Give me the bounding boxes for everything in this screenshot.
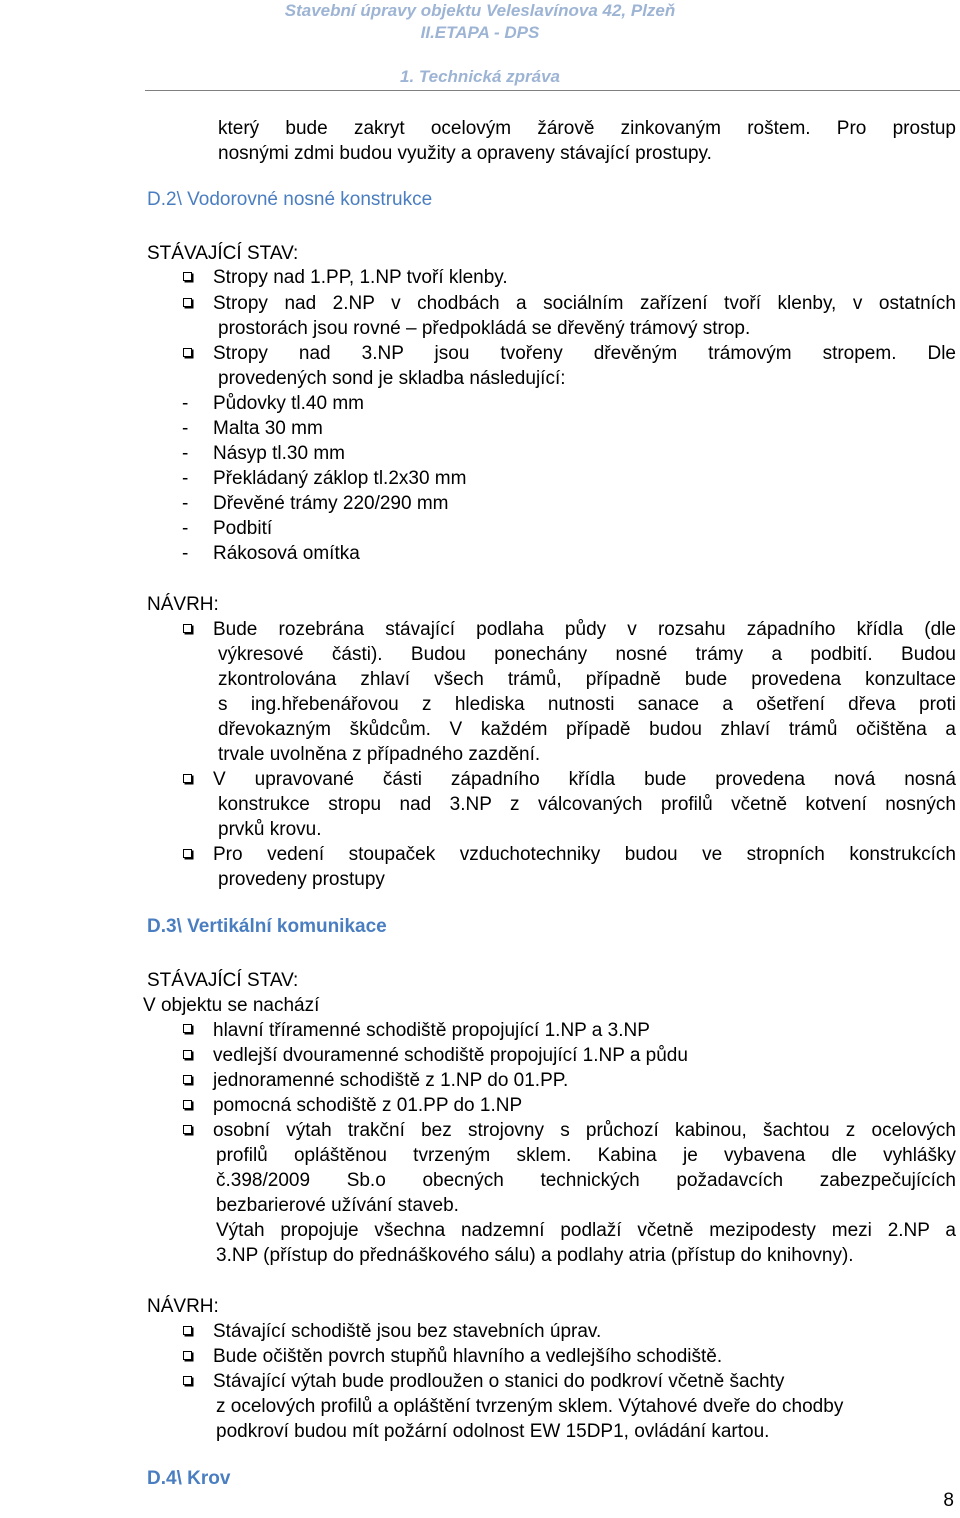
d2-navrh-1-line-6: trvale uvolněna z případného zazdění.: [218, 744, 541, 765]
d3-navrh-3-line-3: podkroví budou mít požární odolnost EW 15DP1, ovládání kartou.: [216, 1421, 770, 1442]
d3-bullet-5-line-2: profilů opláštěnou tvrzeným sklem. Kabina je vybavena dle vyhlášky: [216, 1145, 956, 1166]
layer-item: Malta 30 mm: [213, 418, 323, 439]
d3-bullet-5-line-1: osobní výtah trakční bez strojovny s průchozí kabinou, šachtou z ocelových: [213, 1120, 956, 1141]
intro-line-2: nosnými zdmi budou využity a opraveny stávající prostupy.: [218, 143, 712, 164]
dash-bullet: -: [182, 393, 189, 414]
checkbox-bullet-icon: [183, 1075, 192, 1084]
d3-bullet-3: jednoramenné schodiště z 1.NP do 01.PP.: [213, 1070, 569, 1091]
d2-navrh-1-line-3: zkontrolována zhlaví všech trámů, případně bude provedena konzultace: [218, 669, 956, 690]
layer-item: Podbití: [213, 518, 273, 539]
d2-navrh-2-line-1: V upravované části západního křídla bude provedena nová nosná: [213, 769, 956, 790]
layer-item: Půdovky tl.40 mm: [213, 393, 364, 414]
section-heading-d4: D.4\ Krov: [147, 1468, 231, 1489]
checkbox-bullet-icon: [183, 348, 192, 357]
d3-navrh-3-line-1: Stávající výtah bude prodloužen o stanici do podkroví včetně šachty: [213, 1371, 785, 1392]
d3-bullet-5-line-5: Výtah propojuje všechna nadzemní podlaží včetně mezipodesty mezi 2.NP a: [216, 1220, 956, 1241]
d2-navrh-1-line-1: Bude rozebrána stávající podlaha půdy v rozsahu západního křídla (dle: [213, 619, 956, 640]
dash-bullet: -: [182, 468, 189, 489]
d2-navrh-3-line-2: provedeny prostupy: [218, 869, 385, 890]
d2-navrh-2-line-3: prvků krovu.: [218, 819, 322, 840]
layer-item: Dřevěné trámy 220/290 mm: [213, 493, 449, 514]
d3-navrh-2: Bude očištěn povrch stupňů hlavního a vedlejšího schodiště.: [213, 1346, 723, 1367]
header-divider: [145, 90, 960, 91]
d3-navrh-1: Stávající schodiště jsou bez stavebních úprav.: [213, 1321, 602, 1342]
checkbox-bullet-icon: [183, 298, 192, 307]
checkbox-bullet-icon: [183, 624, 192, 633]
header-section: 1. Technická zpráva: [399, 67, 560, 86]
d3-bullet-5-line-6: 3.NP (přístup do přednáškového sálu) a podlahy atria (přístup do knihovny).: [216, 1245, 854, 1266]
d2-bullet-1: Stropy nad 1.PP, 1.NP tvoří klenby.: [213, 267, 508, 288]
d3-bullet-4: pomocná schodiště z 01.PP do 1.NP: [213, 1095, 523, 1116]
d2-bullet-3-line-2: provedených sond je skladba následující:: [218, 368, 566, 389]
d2-navrh-1-line-5: dřevokazným škůdcům. V každém případě budou zhlaví trámů očištěna a: [218, 719, 956, 740]
checkbox-bullet-icon: [183, 1351, 192, 1360]
d2-navrh-label: NÁVRH:: [147, 594, 219, 615]
d3-bullet-2: vedlejší dvouramenné schodiště propojující 1.NP a půdu: [213, 1045, 688, 1066]
dash-bullet: -: [182, 443, 189, 464]
d3-stav-label: STÁVAJÍCÍ STAV:: [147, 970, 299, 991]
d2-navrh-1-line-2: výkresové části). Budou ponechány nosné trámy a podbití. Budou: [218, 644, 956, 665]
dash-bullet: -: [182, 418, 189, 439]
d2-bullet-2-line-1: Stropy nad 2.NP v chodbách a sociálním zařízení tvoří klenby, v ostatních: [213, 293, 956, 314]
page-number: 8: [943, 1490, 954, 1511]
layer-item: Násyp tl.30 mm: [213, 443, 345, 464]
checkbox-bullet-icon: [183, 1100, 192, 1109]
d3-navrh-label: NÁVRH:: [147, 1296, 219, 1317]
checkbox-bullet-icon: [183, 1326, 192, 1335]
d2-bullet-3-line-1: Stropy nad 3.NP jsou tvořeny dřevěným trámovým stropem. Dle: [213, 343, 956, 364]
d2-stav-label: STÁVAJÍCÍ STAV:: [147, 243, 299, 264]
d2-navrh-2-line-2: konstrukce stropu nad 3.NP z válcovaných profilů včetně kotvení nosných: [218, 794, 956, 815]
d3-bullet-5-line-3: č.398/2009 Sb.o obecných technických požadavcích zabezpečujících: [216, 1170, 956, 1191]
checkbox-bullet-icon: [183, 849, 192, 858]
d3-navrh-3-line-2: z ocelových profilů a opláštění tvrzeným sklem. Výtahové dveře do chodby: [216, 1396, 844, 1417]
checkbox-bullet-icon: [183, 774, 192, 783]
checkbox-bullet-icon: [183, 272, 192, 281]
dash-bullet: -: [182, 543, 189, 564]
intro-line-1: který bude zakryt ocelovým žárově zinkovaným roštem. Pro prostup: [218, 118, 956, 139]
d2-navrh-1-line-4: s ing.hřebenářovou z hlediska nutnosti sanace a ošetření dřeva proti: [218, 694, 956, 715]
section-heading-d3: D.3\ Vertikální komunikace: [147, 916, 387, 937]
header-stage: II.ETAPA - DPS: [420, 23, 540, 42]
layer-item: Překládaný záklop tl.2x30 mm: [213, 468, 467, 489]
d3-bullet-5-line-4: bezbarierové užívání staveb.: [216, 1195, 459, 1216]
d2-bullet-2-line-2: prostorách jsou rovné – předpokládá se dřevěný trámový strop.: [218, 318, 751, 339]
d3-intro: V objektu se nachází: [143, 995, 320, 1016]
checkbox-bullet-icon: [183, 1024, 192, 1033]
section-heading-d2: D.2\ Vodorovné nosné konstrukce: [147, 189, 433, 210]
layer-item: Rákosová omítka: [213, 543, 360, 564]
checkbox-bullet-icon: [183, 1376, 192, 1385]
header-project-title: Stavební úpravy objektu Veleslavínova 42, Plzeň: [284, 1, 676, 20]
dash-bullet: -: [182, 518, 189, 539]
dash-bullet: -: [182, 493, 189, 514]
d3-bullet-1: hlavní tříramenné schodiště propojující 1.NP a 3.NP: [213, 1020, 650, 1041]
checkbox-bullet-icon: [183, 1050, 192, 1059]
d2-navrh-3-line-1: Pro vedení stoupaček vzduchotechniky budou ve stropních konstrukcích: [213, 844, 956, 865]
checkbox-bullet-icon: [183, 1125, 192, 1134]
